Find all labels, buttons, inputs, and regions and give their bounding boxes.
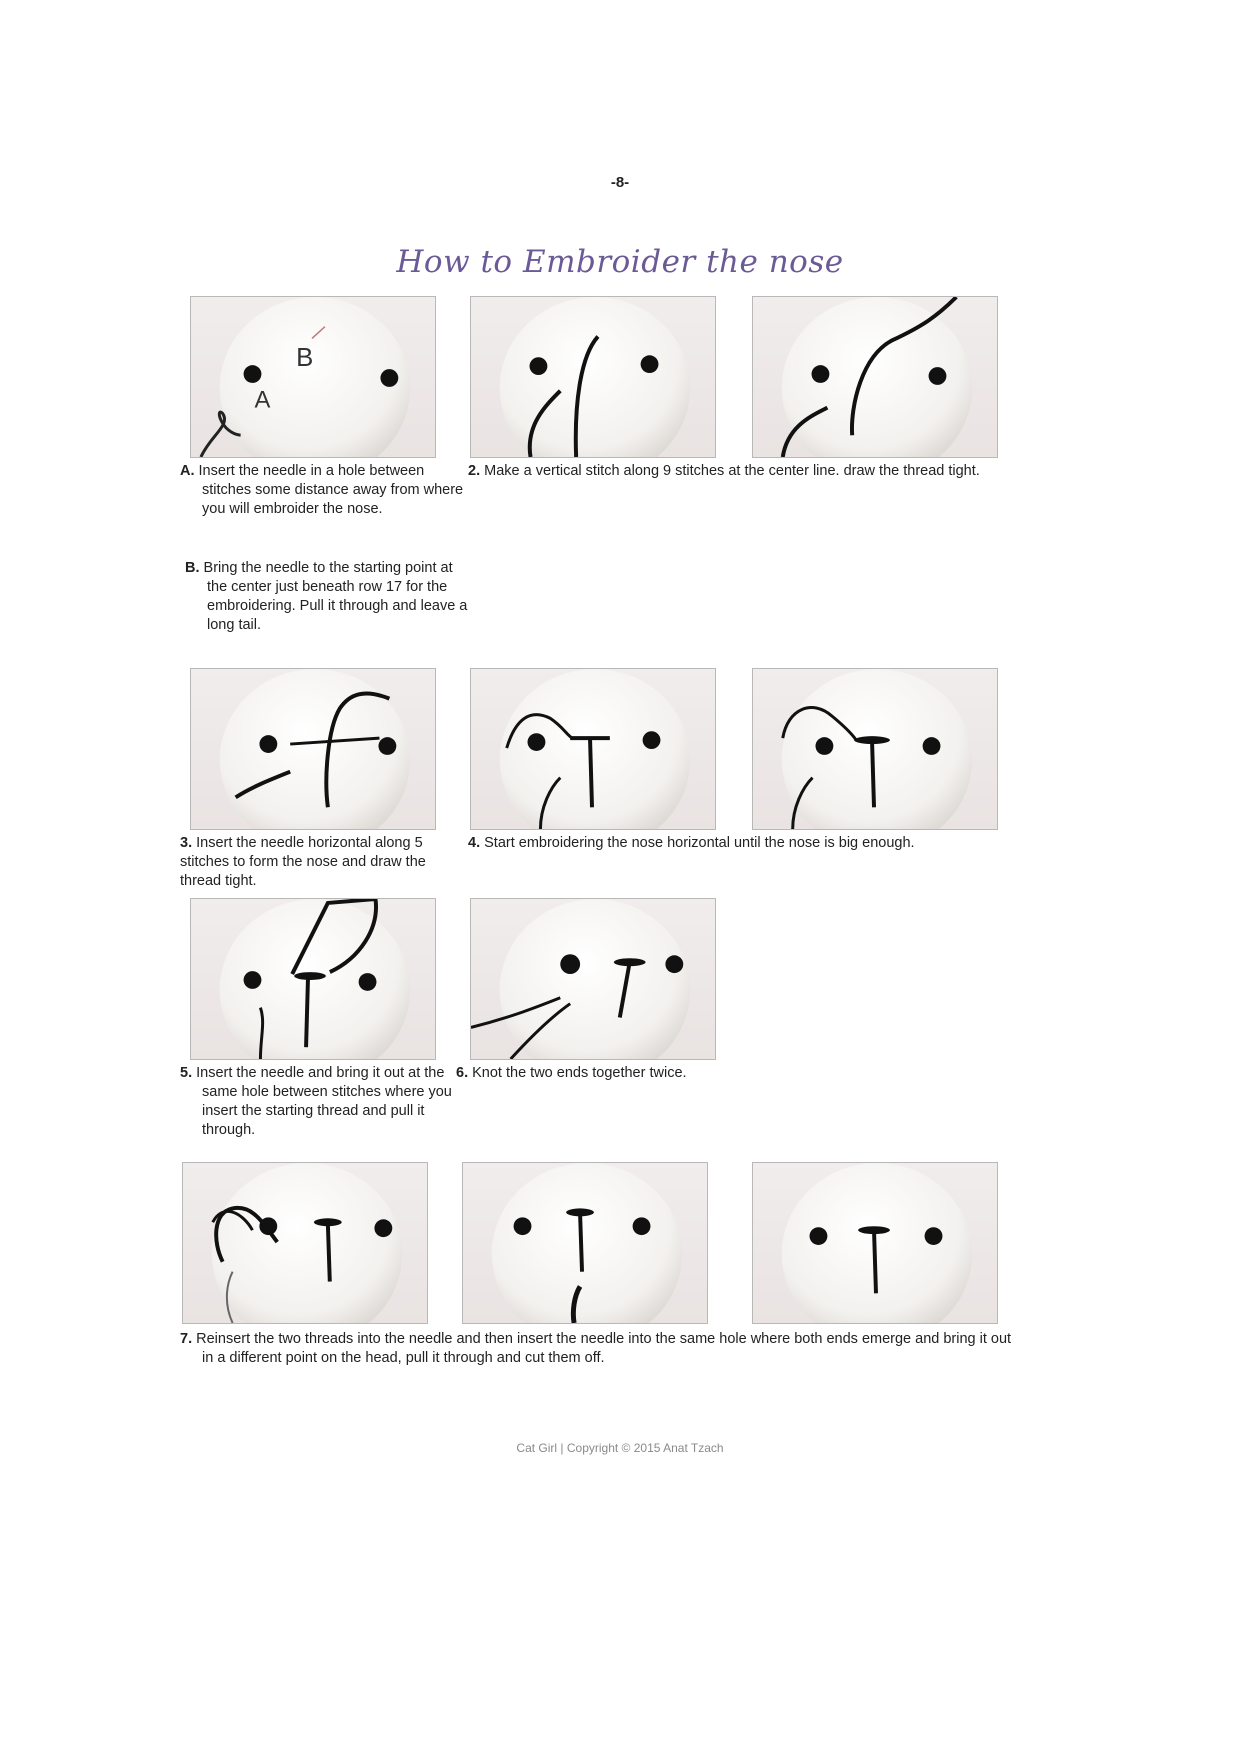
photo-step-5	[190, 898, 436, 1060]
step-5-text: Insert the needle and bring it out at the same hole between stitches where you insert the starting thread and pull it through.	[196, 1065, 452, 1138]
label-a: A	[254, 386, 271, 414]
page-title: How to Embroider the nose	[396, 244, 844, 280]
step-5-number: 5.	[180, 1065, 193, 1081]
step-a-number: A.	[180, 463, 195, 479]
caption-step-3	[180, 834, 460, 891]
caption-step-b	[185, 559, 472, 635]
label-b: B	[296, 344, 314, 373]
caption-step-7	[180, 1330, 1022, 1368]
photo-step-a-b	[190, 296, 436, 458]
page-number: -8-	[610, 174, 630, 191]
photo-step-7b	[462, 1162, 708, 1324]
photo-step-3	[190, 668, 436, 830]
photo-step-2b	[752, 296, 998, 458]
photo-step-7a	[182, 1162, 428, 1324]
step-6-number: 6.	[456, 1065, 469, 1081]
caption-step-a	[180, 462, 472, 519]
photo-step-2a	[470, 296, 716, 458]
step-2-text: Make a vertical stitch along 9 stitches at the center line. draw the thread tight.	[484, 463, 980, 479]
step-6-text: Knot the two ends together twice.	[472, 1065, 687, 1081]
page-footer: Cat Girl | Copyright © 2015 Anat Tzach	[516, 1441, 724, 1455]
caption-step-6	[456, 1064, 718, 1083]
photo-step-6	[470, 898, 716, 1060]
step-3-text: Insert the needle horizontal along 5 stitches to form the nose and draw the thread tight.	[180, 835, 426, 889]
step-2-number: 2.	[468, 463, 481, 479]
caption-step-2	[468, 462, 1010, 481]
photo-step-7c	[752, 1162, 998, 1324]
step-7-text: Reinsert the two threads into the needle and then insert the needle into the same hole where both ends emerge and bring it out in a different point on the head, pull it through and cut them off.	[196, 1331, 1012, 1366]
step-b-text: Bring the needle to the starting point at the center just beneath row 17 for the embroidering. Pull it through and leave a long tail.	[203, 560, 468, 633]
caption-step-4	[468, 834, 1030, 853]
photo-step-4b	[752, 668, 998, 830]
step-3-number: 3.	[180, 835, 193, 851]
step-4-text: Start embroidering the nose horizontal until the nose is big enough.	[484, 835, 915, 851]
step-b-number: B.	[185, 560, 200, 576]
caption-step-5	[180, 1064, 472, 1140]
step-a-text: Insert the needle in a hole between stitches some distance away from where you will embroider the nose.	[198, 463, 464, 517]
photo-step-4a	[470, 668, 716, 830]
step-7-number: 7.	[180, 1331, 193, 1347]
step-4-number: 4.	[468, 835, 481, 851]
